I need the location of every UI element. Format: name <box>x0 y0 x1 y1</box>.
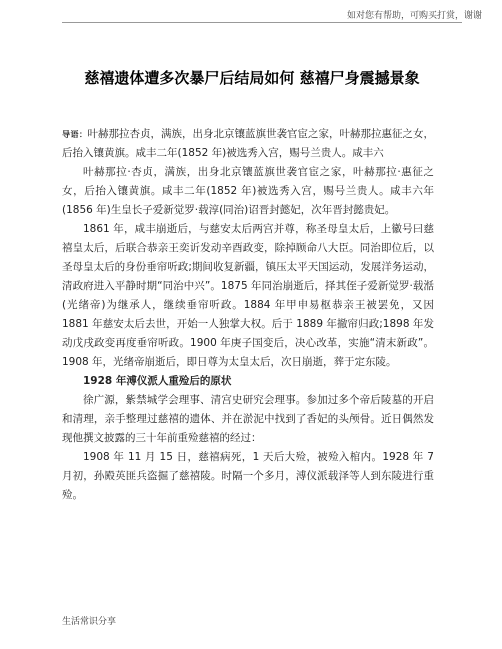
lead-label: 导语： <box>62 130 88 139</box>
paragraph: 1908 年 11 月 15 日，慈禧病死，1 天后大殓，被殓入棺内。1928 年 7 月初，孙殿英匪兵盗掘了慈禧陵。时隔一个多月，溥仪派载泽等人到东陵进行重殓。 <box>62 451 434 501</box>
paragraph: 叶赫那拉·杏贞，满族，出身北京镶蓝旗世袭官宦之家，叶赫那拉·惠征之女，后抬入镶黄旗。咸丰二年(1852 年)被选秀入宫，赐号兰贵人。咸丰六年(1856 年)生皇长子爱新觉罗·载淳(同治)诏晋封懿妃，次年晋封懿贵妃。 <box>62 166 434 216</box>
paragraph: 1861 年，咸丰崩逝后，与慈安太后两宫并尊，称圣母皇太后，上徽号曰慈禧皇太后，后联合恭亲王奕䜣发动辛酉政变，除掉顾命八大臣。同治即位后，以圣母皇太后的身份垂帘听政;期间收复新疆，镇压太平天国运动，发展洋务运动，清政府进入平静时期“同治中兴”。1875 年同治崩逝后，择其侄子爱新觉罗·载湉(光绪帝)为继承人，继续垂帘听政。1884 年甲申易枢恭亲王被罢免，又因 1881 年慈安太后去世，开始一人独掌大权。后于 1889 年撤帘归政;1898 年发动戊戌政变再度垂帘听政。1900 年庚子国变后，决心改革，实施“清末新政”。1908 年，光绪帝崩逝后，即日尊为太皇太后，次日崩逝，葬于定东陵。 <box>62 223 434 368</box>
paragraph: 徐广源，紫禁城学会理事、清宫史研究会理事。参加过多个帝后陵墓的开启和清理，亲手整理过慈禧的遗体、并在淤泥中找到了香妃的头颅骨。近日偶然发现他撰文披露的三十年前重殓慈禧的经过： <box>62 394 434 444</box>
header-note: 如对您有帮助，可购买打赏，谢谢 <box>346 11 482 21</box>
document-title: 慈禧遗体遭多次暴尸后结局如何 慈禧尸身震撼景象 <box>84 69 420 87</box>
header-divider <box>62 22 462 23</box>
section-heading: 1928 年溥仪派人重殓后的原状 <box>83 375 232 387</box>
footer-note: 生活常识分享 <box>62 617 117 627</box>
document-body <box>62 125 434 505</box>
lead-text: 叶赫那拉杏贞，满族，出身北京镶蓝旗世袭官宦之家，叶赫那拉惠征之女，后抬入镶黄旗。咸丰二年(1852 年)被选秀入宫，赐号兰贵人。咸丰六 <box>62 128 434 159</box>
lead-paragraph <box>62 125 434 163</box>
